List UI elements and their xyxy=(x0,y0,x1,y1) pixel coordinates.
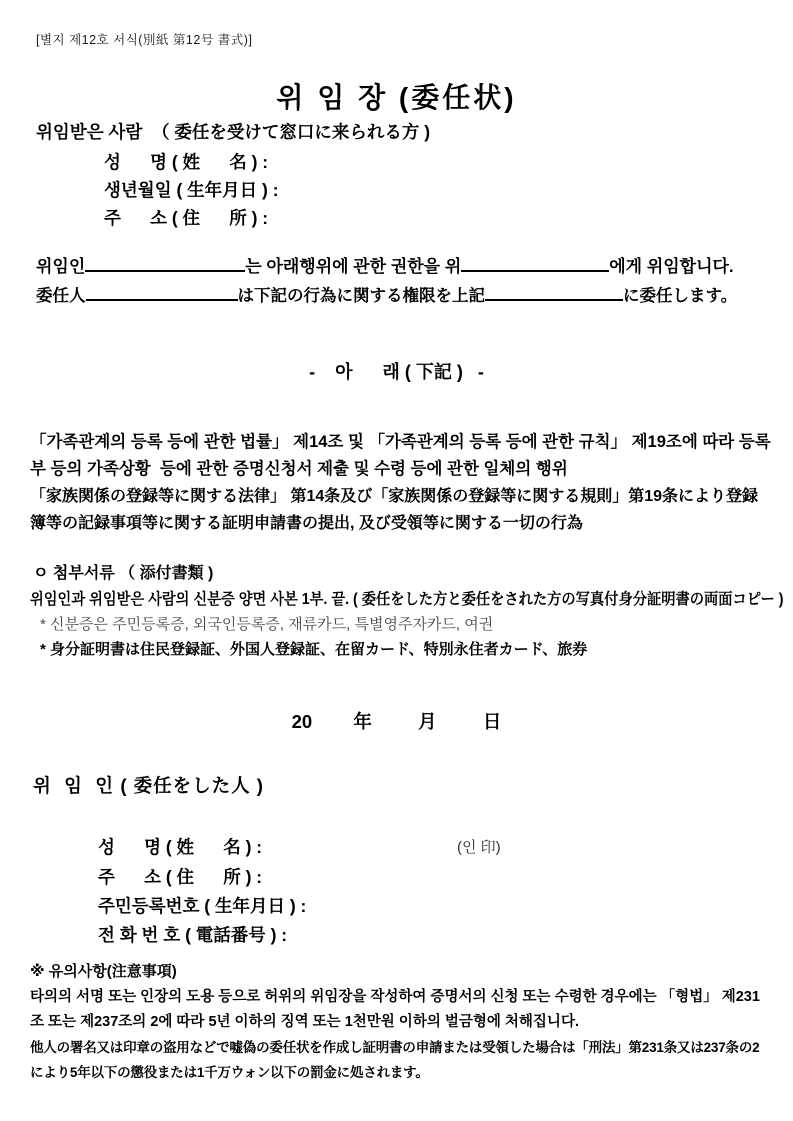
principal-section-heading: 위 임 인 ( 委任をした人 ) xyxy=(33,775,264,796)
attachments-note-ko: * 신분증은 주민등록증, 외국인등록증, 재류카드, 특별영주자카드, 여권 xyxy=(40,616,494,633)
delegation-ja-part2: は下記の行為に関する権限を上記 xyxy=(237,287,485,305)
delegation-ko-part2: 는 아래행위에 관한 권한을 위 xyxy=(245,257,462,276)
recipient-birthdate-label: 생년월일 ( 生年月日 ) : xyxy=(104,180,279,200)
delegation-ja-part1: 委任人 xyxy=(36,287,86,305)
delegation-sentence-ko xyxy=(36,252,734,277)
notice-text-ja: 他人の署名又は印章の盗用などで嘘偽の委任状を作成し証明書の申請または受領した場合は「刑法」第231条又は237条の2により5年以下の懲役または1千万ウォン以下の罰金に処されます。 xyxy=(30,1040,760,1080)
notice-text-ko: 타의의 서명 또는 인장의 도용 등으로 허위의 위임장을 작성하여 증명서의 신청 또는 수령한 경우에는 「형법」 제231조 또는 제237조의 2에 따라 5년 이하의 징역 또는 1천만원 이하의 벌금형에 처해집니다. xyxy=(30,989,760,1030)
delegation-ko-part3: 에게 위임합니다. xyxy=(609,257,734,276)
delegation-ja-part3: に委任します。 xyxy=(623,287,738,305)
delegation-ko-part1: 위임인 xyxy=(36,257,86,276)
principal-name-label: 성 명 ( 姓 名 ) : xyxy=(98,837,263,857)
recipient-section-heading: 위임받은 사람 （ 委任を受けて窓口に来られる方 ) xyxy=(36,122,431,142)
principal-name-blank-ja xyxy=(86,285,238,301)
recipient-address-label: 주 소 ( 住 所 ) : xyxy=(104,208,269,228)
delegation-sentence-ja xyxy=(36,282,737,306)
agent-name-blank-ja xyxy=(485,285,623,301)
page-title: 위 임 장 (委任状) xyxy=(276,82,517,113)
agent-name-blank xyxy=(461,256,609,272)
seal-note: (인 印) xyxy=(457,839,501,856)
principal-regnumber-label: 주민등록번호 ( 生年月日 ) : xyxy=(98,896,307,916)
form-number-note: [별지 제12호 서식(別紙 第12号 書式)] xyxy=(36,33,253,47)
legal-scope-text-ja: 「家族関係の登録等に関する法律」 第14条及び「家族関係の登録等に関する規則」第19条により登録簿等の記録事項等に関する証明申請書の提出, 及び受領等に関する一切の行為 xyxy=(30,488,759,532)
attachments-description: 위임인과 위임받은 사람의 신분증 양면 사본 1부. 끝. ( 委任をした方と委任をされた方の写真付身分証明書の両面コピー ) xyxy=(30,591,784,608)
principal-address-label: 주 소 ( 住 所 ) : xyxy=(98,867,263,887)
below-divider: - 아 래 ( 下記 ) - xyxy=(309,362,484,382)
principal-name-blank xyxy=(85,256,245,272)
notice-heading: ※ 유의사항(注意事項) xyxy=(30,963,177,980)
attachments-note-ja: * 身分証明書は住民登録証、外国人登録証、在留カード、特別永住者カード、旅券 xyxy=(40,641,588,658)
attachments-heading: ㅇ 첨부서류 （ 添付書類 ) xyxy=(33,565,214,582)
recipient-name-label: 성 명 ( 姓 名 ) : xyxy=(104,152,269,172)
date-line: 20 年 月 日 xyxy=(291,711,502,732)
principal-phone-label: 전 화 번 호 ( 電話番号 ) : xyxy=(98,925,288,945)
legal-scope-text-ko: 「가족관계의 등록 등에 관한 법률」 제14조 및 「가족관계의 등록 등에 관한 규칙」 제19조에 따라 등록부 등의 가족상황 등에 관한 증명신청서 제출 및 수령 등에 관한 일체의 행위 xyxy=(30,433,771,478)
